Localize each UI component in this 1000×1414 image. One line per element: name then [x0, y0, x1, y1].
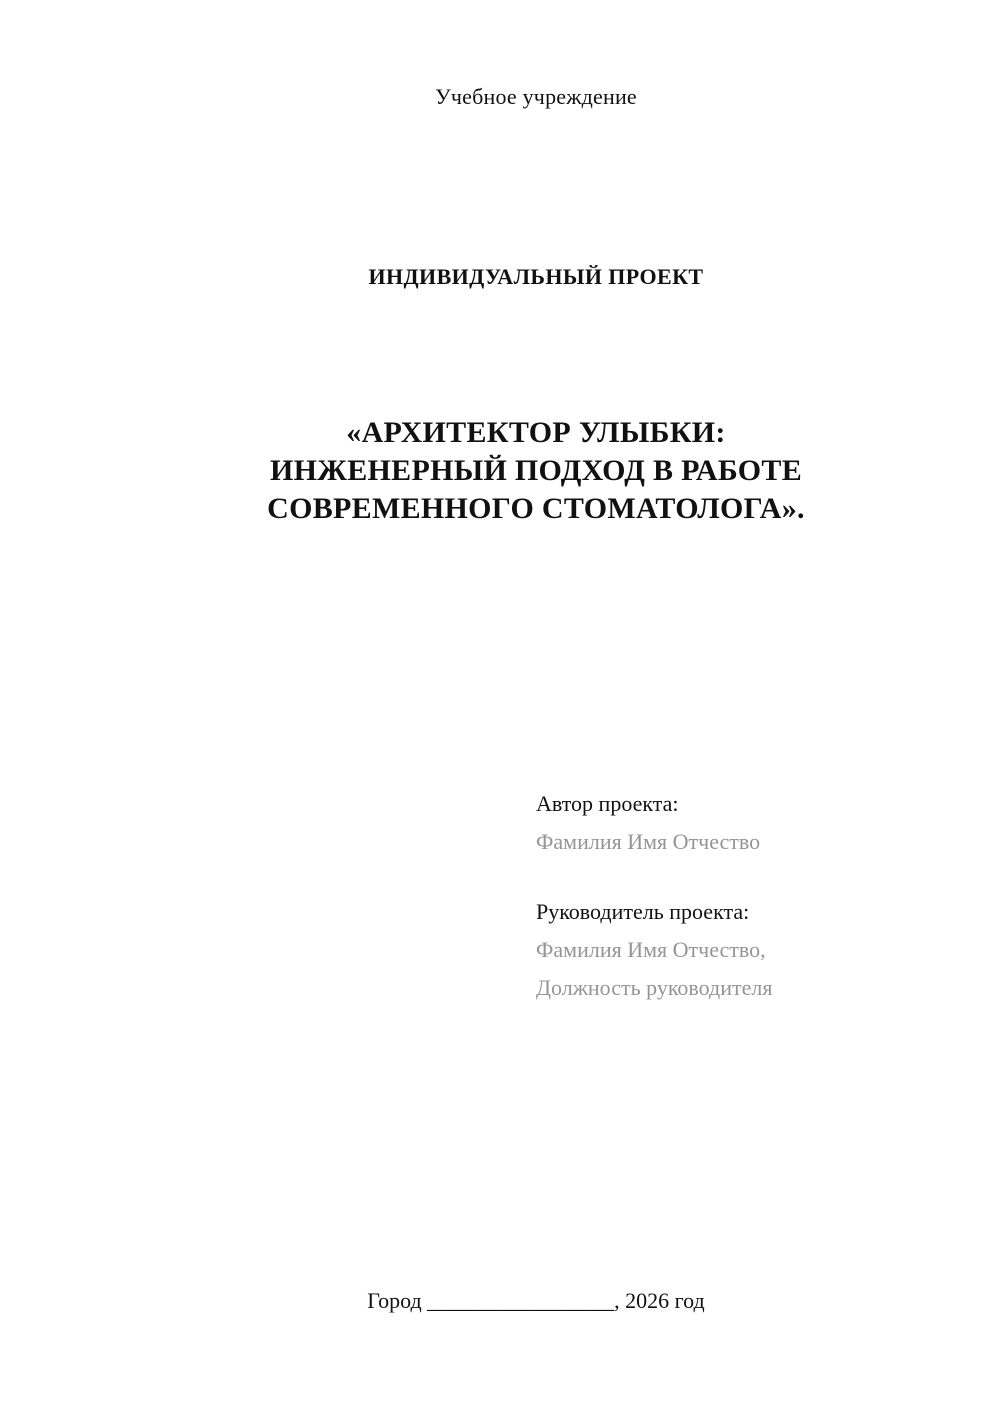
year-text: , 2026 год [614, 1288, 705, 1313]
footer-city-year [143, 1288, 929, 1314]
city-label: Город [367, 1288, 422, 1313]
credits-block [536, 785, 772, 1007]
supervisor-label: Руководитель проекта: [536, 899, 750, 924]
project-title [143, 414, 929, 528]
author-name-placeholder: Фамилия Имя Отчество [536, 829, 761, 854]
supervisor-name-placeholder: Фамилия Имя Отчество, [536, 937, 766, 962]
city-blank-line: _________________ [427, 1288, 615, 1313]
author-label: Автор проекта: [536, 791, 679, 816]
project-title-line-1: «АРХИТЕКТОР УЛЫБКИ: [346, 416, 726, 449]
project-title-line-2: ИНЖЕНЕРНЫЙ ПОДХОД В РАБОТЕ [269, 454, 803, 487]
institution-name: Учебное учреждение [435, 84, 637, 109]
supervisor-position-placeholder: Должность руководителя [536, 975, 773, 1000]
project-type-heading: ИНДИВИДУАЛЬНЫЙ ПРОЕКТ [368, 264, 704, 289]
author-block [536, 785, 772, 861]
project-title-line-3: СОВРЕМЕННОГО СТОМАТОЛОГА». [267, 492, 805, 525]
supervisor-block [536, 893, 772, 1007]
